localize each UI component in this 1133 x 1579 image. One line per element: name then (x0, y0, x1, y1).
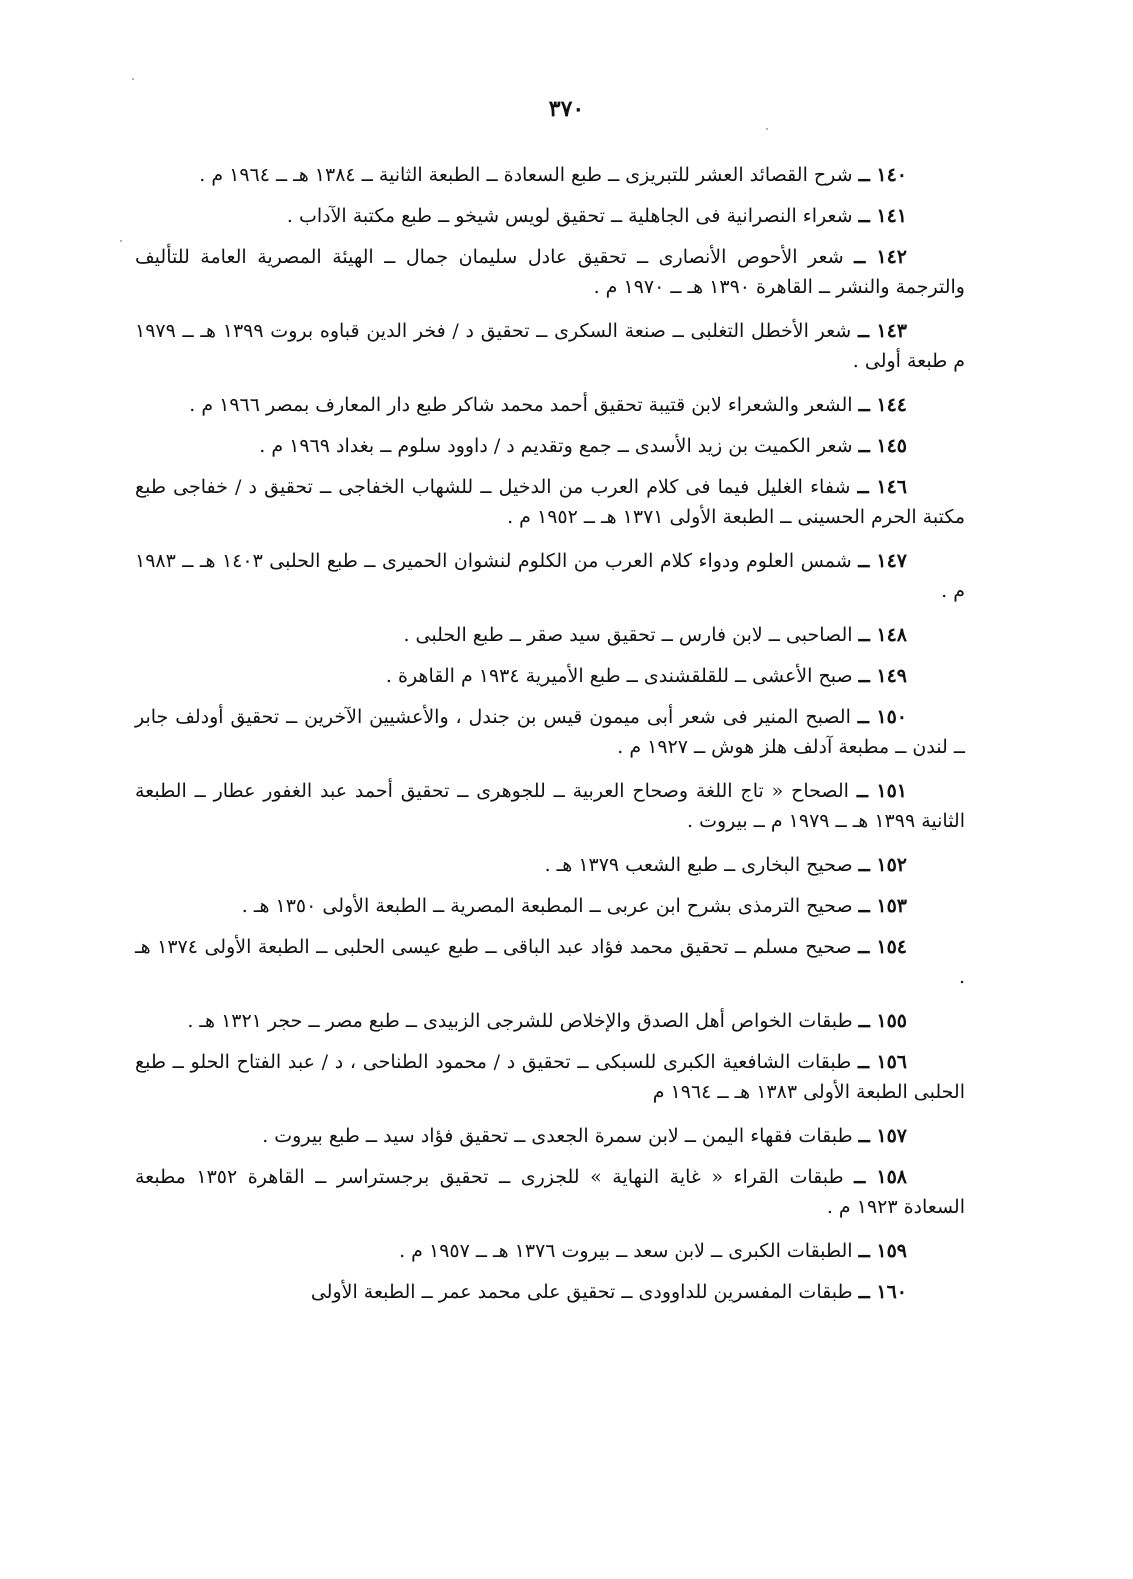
entry-number: ١٥١ ــ (856, 780, 907, 802)
entry-number: ١٤٣ ــ (857, 320, 908, 342)
entry-text: طبقات المفسرين للداوودى ــ تحقيق على محمد عمر ــ الطبعة الأولى (310, 1281, 853, 1303)
bibliography-entry (135, 1047, 965, 1107)
entry-number: ١٥٤ ــ (858, 936, 907, 958)
entry-number: ١٥٩ ــ (858, 1240, 907, 1262)
scan-speck (120, 240, 122, 242)
bibliography-entry (135, 776, 965, 836)
entry-number: ١٥٢ ــ (858, 854, 907, 876)
entry-text: طبقات الخواص أهل الصدق والإخلاص للشرجى الزبيدى ــ طبع مصر ــ حجر ١٣٢١ هـ . (187, 1010, 853, 1032)
bibliography-entry (135, 1121, 965, 1151)
entry-text: صبح الأعشى ــ للقلقشندى ــ طبع الأميرية ١٩٣٤ م القاهرة . (385, 665, 853, 687)
entry-text: الصاحبى ــ لابن فارس ــ تحقيق سيد صقر ــ طبع الحلبى . (403, 624, 853, 646)
entry-text: الشعر والشعراء لابن قتيبة تحقيق أحمد محمد شاكر طبع دار المعارف بمصر ١٩٦٦ م . (189, 394, 853, 416)
entry-number: ١٤٦ ــ (857, 476, 908, 498)
entry-number: ١٦٠ ــ (858, 1281, 907, 1303)
bibliography-entry (135, 316, 965, 376)
entry-number: ١٥٠ ــ (857, 706, 908, 728)
bibliography-entry (135, 1162, 965, 1222)
bibliography-entry (135, 620, 965, 650)
entry-text: الصحاح « تاج اللغة وصحاح العربية ــ للجوهرى ــ تحقيق أحمد عبد الغفور عطار ــ الطبعة الثانية ١٣٩٩ هـ ــ ١٩٧٩ م ــ بيروت . (135, 780, 965, 832)
entry-number: ١٥٥ ــ (858, 1010, 907, 1032)
entry-text: صحيح الترمذى بشرح ابن عربى ــ المطبعة المصرية ــ الطبعة الأولى ١٣٥٠ هـ . (241, 895, 853, 917)
bibliography-entry (135, 546, 965, 606)
bibliography-list (135, 160, 965, 1318)
entry-text: الصبح المنير فى شعر أبى ميمون قيس بن جندل ، والأعشيين الآخرين ــ تحقيق أودلف جابر ــ لندن ــ مطبعة آدلف هلز هوش ــ ١٩٢٧ م . (135, 706, 965, 758)
scan-speck (132, 78, 134, 80)
entry-text: طبقات القراء « غاية النهاية » للجزرى ــ تحقيق برجستراسر ــ القاهرة ١٣٥٢ مطبعة السعادة ١٩٢٣ م . (135, 1166, 965, 1218)
entry-text: طبقات الشافعية الكبرى للسبكى ــ تحقيق د / محمود الطناحى ، د / عبد الفتاح الحلو ــ طبع الحلبى الطبعة الأولى ١٣٨٣ هـ ــ ١٩٦٤ م (135, 1051, 965, 1103)
entry-text: طبقات فقهاء اليمن ــ لابن سمرة الجعدى ــ تحقيق فؤاد سيد ــ طبع بيروت . (262, 1125, 853, 1147)
entry-number: ١٤٩ ــ (858, 665, 907, 687)
entry-number: ١٤٤ ــ (858, 394, 907, 416)
entry-text: صحيح البخارى ــ طبع الشعب ١٣٧٩ هـ . (544, 854, 853, 876)
entry-text: شمس العلوم ودواء كلام العرب من الكلوم لنشوان الحميرى ــ طبع الحلبى ١٤٠٣ هـ ــ ١٩٨٣ م . (135, 550, 965, 602)
entry-text: شعر الأحوص الأنصارى ــ تحقيق عادل سليمان جمال ــ الهيئة المصرية العامة للتأليف والترجمة والنشر ــ القاهرة ١٣٩٠ هـ ــ ١٩٧٠ م . (135, 246, 965, 298)
bibliography-entry (135, 1277, 965, 1307)
entry-text: شفاء الغليل فيما فى كلام العرب من الدخيل ــ للشهاب الخفاجى ــ تحقيق د / خفاجى طبع مكتبة الحرم الحسينى ــ الطبعة الأولى ١٣٧١ هـ ــ ١٩٥٢ م . (135, 476, 965, 528)
bibliography-entry (135, 160, 965, 190)
scan-speck (766, 128, 768, 130)
bibliography-entry (135, 702, 965, 762)
entry-text: شعر الكميت بن زيد الأسدى ــ جمع وتقديم د / داوود سلوم ــ بغداد ١٩٦٩ م . (259, 435, 853, 457)
entry-text: شعراء النصرانية فى الجاهلية ــ تحقيق لويس شيخو ــ طبع مكتبة الآداب . (286, 205, 853, 227)
entry-number: ١٥٣ ــ (858, 895, 907, 917)
entry-text: شرح القصائد العشر للتبريزى ــ طبع السعادة ــ الطبعة الثانية ــ ١٣٨٤ هـ ــ ١٩٦٤ م . (199, 164, 853, 186)
page-number: ٣٧٠ (548, 96, 585, 122)
entry-number: ١٥٦ ــ (857, 1051, 907, 1073)
entry-text: الطبقات الكبرى ــ لابن سعد ــ بيروت ١٣٧٦ هـ ــ ١٩٥٧ م . (399, 1240, 853, 1262)
bibliography-entry (135, 932, 965, 992)
bibliography-entry (135, 390, 965, 420)
entry-number: ١٤٠ ــ (858, 164, 907, 186)
bibliography-entry (135, 661, 965, 691)
bibliography-entry (135, 242, 965, 302)
bibliography-entry (135, 431, 965, 461)
bibliography-entry (135, 201, 965, 231)
entry-number: ١٤١ ــ (858, 205, 907, 227)
bibliography-entry (135, 891, 965, 921)
entry-number: ١٤٢ ــ (854, 246, 907, 268)
entry-number: ١٥٧ ــ (858, 1125, 907, 1147)
bibliography-entry (135, 1006, 965, 1036)
entry-text: صحيح مسلم ــ تحقيق محمد فؤاد عبد الباقى ــ طبع عيسى الحلبى ــ الطبعة الأولى ١٣٧٤ هـ . (135, 936, 965, 988)
bibliography-entry (135, 1236, 965, 1266)
entry-text: شعر الأخطل التغلبى ــ صنعة السكرى ــ تحقيق د / فخر الدين قباوه بروت ١٣٩٩ هـ ــ ١٩٧٩ م طبعة أولى . (135, 320, 965, 372)
entry-number: ١٥٨ ــ (854, 1166, 908, 1188)
entry-number: ١٤٧ ــ (858, 550, 908, 572)
bibliography-entry (135, 850, 965, 880)
bibliography-entry (135, 472, 965, 532)
entry-number: ١٤٥ ــ (858, 435, 907, 457)
entry-number: ١٤٨ ــ (858, 624, 907, 646)
